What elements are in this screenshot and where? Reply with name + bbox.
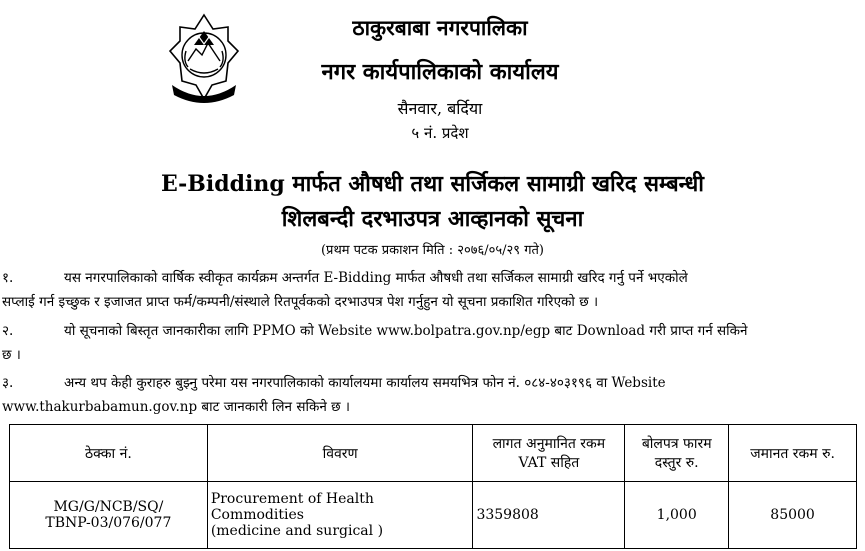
paragraph-line: सप्लाई गर्न इच्छुक र इजाजत प्राप्त फर्म/कम्पनी/संस्थाले रितपूर्वकको दरभाउपत्र पेश गर्नुहुन यो सूचना प्रकाशित गरिएको छ ।	[2, 294, 599, 310]
office-location: सैनवार, बर्दिया	[397, 99, 483, 118]
table-row	[10, 482, 857, 549]
header-estimate-line1: लागत अनुमानित रकम	[492, 436, 606, 452]
cell-fee: 1,000	[625, 482, 729, 549]
paragraph-line: यो सूचनाको बिस्तृत जानकारीका लागि PPMO को Website www.bolpatra.gov.np/egp बाट Download गरी प्राप्त गर्न सकिने	[64, 323, 748, 339]
province-name: ५ नं. प्रदेश	[411, 124, 469, 142]
tender-table	[9, 424, 857, 549]
municipality-name: ठाकुरबाबा नगरपालिका	[352, 15, 528, 40]
notice-title-line2: शिलबन्दी दरभाउपत्र आव्हानको सूचना	[281, 206, 584, 232]
paragraph-number: २.	[2, 323, 14, 339]
table-header-row	[10, 425, 857, 482]
header-fee-line2: दस्तुर रु.	[654, 455, 699, 471]
publication-date: (प्रथम पटक प्रकाशन मिति : २०७६/०५/२९ गते)	[320, 243, 544, 258]
paragraph-line: यस नगरपालिकाको वार्षिक स्वीकृत कार्यक्रम अन्तर्गत E-Bidding मार्फत औषधी तथा सर्जिकल सामाग्री खरिद गर्नु पर्ने भएकोले	[64, 270, 688, 286]
header-estimate	[473, 425, 625, 482]
cell-deposit: 85000	[729, 482, 857, 549]
municipality-emblem-icon	[166, 11, 242, 107]
header-fee	[625, 425, 729, 482]
cell-estimate: 3359808	[473, 482, 625, 549]
notice-title-line1: E-Bidding मार्फत औषधी तथा सर्जिकल सामाग्री खरिद सम्बन्धी	[161, 171, 704, 197]
office-name: नगर कार्यपालिकाको कार्यालय	[321, 59, 559, 85]
contract-no-line1: MG/G/NCB/SQ/	[53, 499, 164, 515]
cell-contract-no	[10, 482, 208, 549]
contract-no-line2: TBNP-03/076/077	[45, 515, 172, 531]
paragraph-line: अन्य थप केही कुराहरु बुझ्नु परेमा यस नगरपालिकाको कार्यालयमा कार्यालय समयभित्र फोन नं. ०८४-४०३१९६ वा Website	[64, 375, 666, 391]
header-contract-no: ठेक्का नं.	[10, 425, 208, 482]
header-description: विवरण	[207, 425, 473, 482]
header-deposit: जमानत रकम रु.	[729, 425, 857, 482]
description-line1: Procurement of Health Commodities	[210, 491, 374, 523]
paragraph-line: छ ।	[2, 347, 21, 363]
paragraph-number: १.	[2, 270, 14, 286]
paragraph-line: www.thakurbabamun.gov.np बाट जानकारी लिन सकिने छ ।	[2, 399, 350, 415]
cell-description	[207, 482, 473, 549]
paragraph-number: ३.	[2, 375, 14, 391]
description-line2: (medicine and surgical )	[210, 523, 384, 539]
header-estimate-line2: VAT सहित	[518, 455, 580, 471]
header-fee-line1: बोलपत्र फारम	[641, 436, 712, 452]
